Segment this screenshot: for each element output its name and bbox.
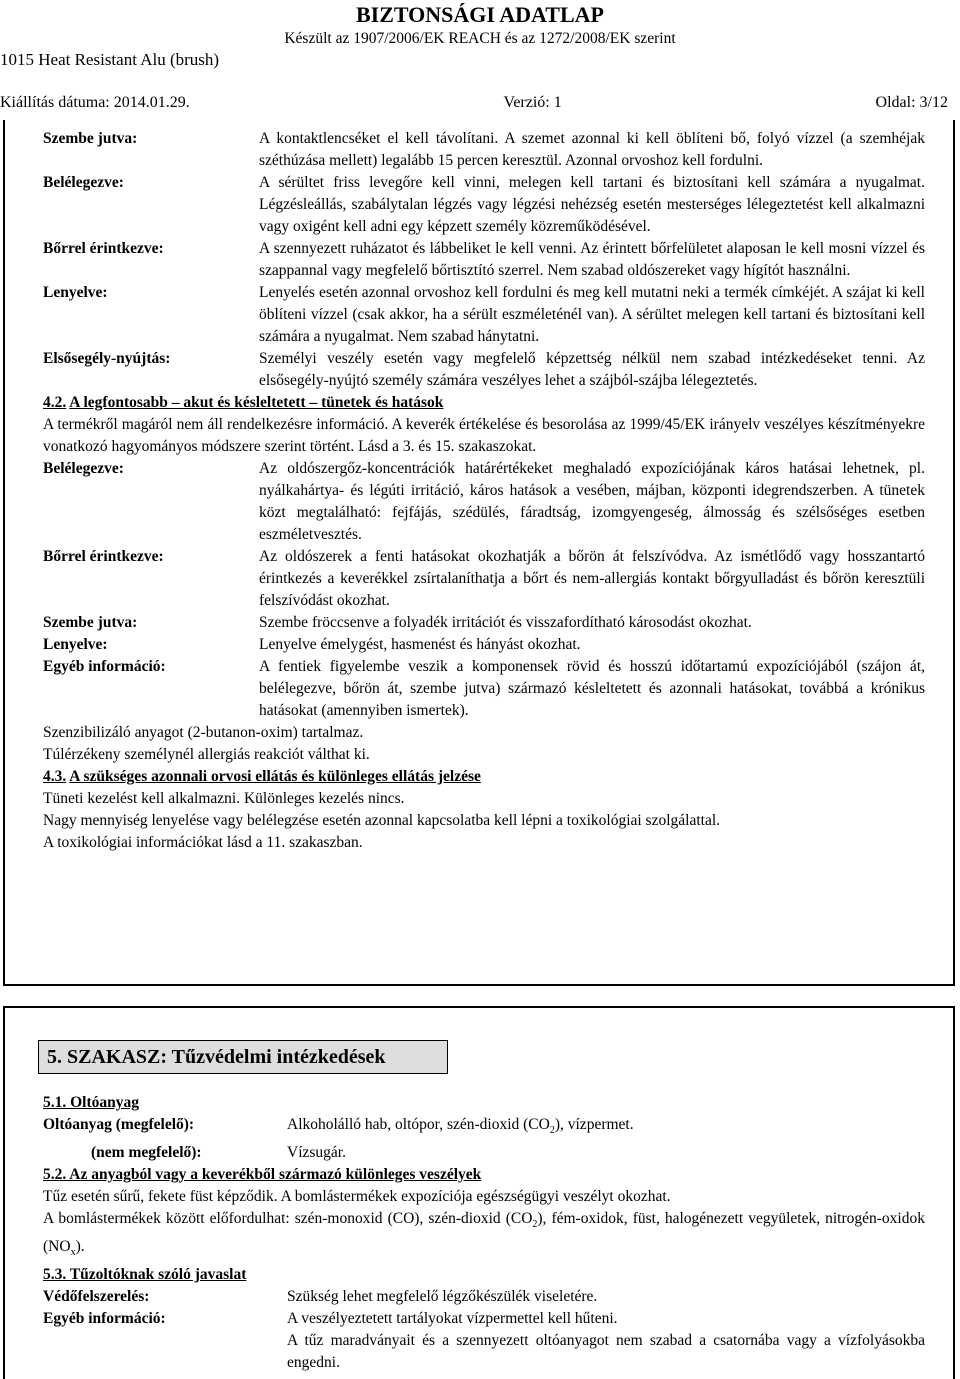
section-title: 5.1. Oltóanyag xyxy=(43,1094,140,1111)
symptom-label: Lenyelve: xyxy=(43,636,108,653)
first-aid-label: Szembe jutva: xyxy=(43,130,138,147)
product-name: 1015 Heat Resistant Alu (brush) xyxy=(0,50,220,69)
page-header xyxy=(0,0,960,111)
section-4-2-heading xyxy=(43,392,925,414)
first-aid-label: Lenyelve: xyxy=(43,284,108,301)
first-aid-row xyxy=(43,128,925,172)
document-subtitle: Készült az 1907/2006/EK REACH és az 1272/2008/EK szerint xyxy=(284,30,676,47)
first-aid-text: A kontaktlencséket el kell távolítani. A szemet azonnal ki kell öblíteni bő, folyó vízzel (a szemhéjak széthúzása mellett) legalább 15 percen keresztül. Azonnal orvoshoz kell fordulni. xyxy=(259,130,925,169)
decomposition-line: A bomlástermékek között előfordulhat: szén-monoxid (CO), szén-dioxid $(CO_2)$, fém-oxidok, füst, halogénezett vegyületek, nitrogén-oxidok $(NO_x)$. xyxy=(43,1210,925,1259)
symptom-text: Az oldószerek a fenti hatásokat okozhatják a bőrön át felszívódva. Az ismétlődő vagy hosszantartó érintkezés a keverékkel zsírtalaníthatja a bőrt és nem-allergiás kontakt bőrgyulladást és bőrön keresztüli felszívódást okozhat. xyxy=(259,548,925,609)
section-title: A legfontosabb – akut és késleltetett – tünetek és hatások xyxy=(69,394,444,411)
symptom-row xyxy=(43,656,925,722)
symptom-label: Bőrrel érintkezve: xyxy=(43,548,164,565)
first-aid-text: A sérültet friss levegőre kell vinni, melegen kell tartani és biztosítani kell számára a nyugalmat. Légzésleállás, szabálytalan légzés vagy légzési nehézség esetén mesterséges lélegeztetést kell alkalmazni vagy oxigént kell adni egy képzett személy közreműködésével. xyxy=(259,174,925,235)
other-info-label: Egyéb információ: xyxy=(43,1310,166,1328)
symptom-text: Az oldószergőz-koncentrációk határértékeket meghaladó expozíciójának káros hatásai lehetnek, pl. nyálkahártya- és légúti irritáció, káros hatások a vesében, májban, központi idegrendszerben. A tünetek közt megtalálható: fejfájás, szédülés, fáradtság, izomgyengeség, álmosság és szélsőséges esetben eszméletvesztés. xyxy=(259,460,925,543)
first-aid-row xyxy=(43,238,925,282)
header-meta xyxy=(0,94,948,112)
section-5-1-heading xyxy=(43,1092,925,1114)
section-5-title: 5. SZAKASZ: Tűzvédelmi intézkedések xyxy=(47,1046,386,1068)
symptom-text: Szembe fröccsenve a folyadék irritációt és visszafordítható károsodást okozhat. xyxy=(259,614,752,631)
unsuitable-text: Vízsugár. xyxy=(287,1144,346,1162)
first-aid-label: Belélegezve: xyxy=(43,174,124,191)
section-4-2-intro: A termékről magáról nem áll rendelkezésre információ. A keverék értékelése és besorolása az 1999/45/EK irányelv veszélyes készítményekre vonatkozó hagyományos módszere szerint történt. Lásd a 3. és 15. szakaszokat. xyxy=(43,416,925,455)
section-title: A szükséges azonnali orvosi ellátás és különleges ellátás jelzése xyxy=(69,768,481,785)
hazard-line: Tűz esetén sűrű, fekete füst képződik. A bomlástermékek expozíciója egészségügyi veszélyt okozhat. xyxy=(43,1188,671,1206)
symptom-label: Szembe jutva: xyxy=(43,614,138,631)
sensitizer-note: Szenzibilizáló anyagot (2-butanon-oxim) tartalmaz. xyxy=(43,724,364,741)
document-title: BIZTONSÁGI ADATLAP xyxy=(356,2,604,27)
allergy-note: Túlérzékeny személynél allergiás reakciót válthat ki. xyxy=(43,746,370,763)
issue-date: Kiállítás dátuma: 2014.01.29. xyxy=(0,94,190,111)
version: Verzió: 1 xyxy=(503,94,562,111)
section-4-box xyxy=(3,120,955,986)
section-5-2-heading xyxy=(43,1164,925,1186)
page-number: Oldal: 3/12 xyxy=(875,94,948,111)
symptom-text: A fentiek figyelembe veszik a komponensek rövid és hosszú időtartamú expozíciójából (szájon át, belélegezve, bőrön át, szembe jutva) származó késleltetett és azonnali hatásokat, továbbá a krónikus hatásokat (amennyiben ismertek). xyxy=(259,658,925,719)
extinguishing-row xyxy=(43,1114,925,1142)
first-aid-text: A szennyezett ruházatot és lábbeliket le kell venni. Az érintett bőrfelületet alaposan le kell mosni vízzel és szappannal vagy megfelelő bőrtisztító szerrel. Nem szabad oldószereket vagy hígítót használni. xyxy=(259,240,925,279)
section-number: 4.3. xyxy=(43,768,67,785)
section-5-3-heading xyxy=(43,1264,925,1286)
section-5-box xyxy=(3,1006,955,1379)
other-info-text: A veszélyeztetett tartályokat vízpermettel kell hűteni. A tűz maradványait és a szennyezett oltóanyagot nem szabad a csatornába vagy a vízfolyásokba engedni. xyxy=(287,1310,925,1372)
section-title: 5.2. Az anyagból vagy a keverékből származó különleges veszélyek xyxy=(43,1166,482,1184)
ppe-label: Védőfelszerelés: xyxy=(43,1288,150,1306)
section-number: 4.2. xyxy=(43,394,67,411)
first-aid-row xyxy=(43,172,925,238)
medical-line: Nagy mennyiség lenyelése vagy belélegzése esetén azonnal kapcsolatba kell lépni a toxikológiai szolgálattal. xyxy=(43,812,721,829)
medical-line: Tüneti kezelést kell alkalmazni. Különleges kezelés nincs. xyxy=(43,790,405,807)
section-5-banner xyxy=(38,1040,448,1074)
section-title: 5.3. Tűzoltóknak szóló javaslat xyxy=(43,1266,247,1284)
symptom-row xyxy=(43,546,925,612)
first-aid-label: Bőrrel érintkezve: xyxy=(43,240,164,257)
other-info-row xyxy=(43,1308,925,1374)
symptom-row xyxy=(43,612,925,634)
first-aid-text: Lenyelés esetén azonnal orvoshoz kell fordulni és meg kell mutatni neki a termék címkéjét. A szájat ki kell öblíteni vízzel (csak akkor, ha a sérült eszméleténél van). A sérültet melegen kell tartani és biztosítani kell számára a nyugalmat. Nem szabad hánytatni. xyxy=(259,284,925,345)
symptom-label: Egyéb információ: xyxy=(43,658,166,675)
first-aid-row xyxy=(43,282,925,348)
ppe-text: Szükség lehet megfelelő légzőkészülék viseletére. xyxy=(287,1288,598,1306)
medical-line: A toxikológiai információkat lásd a 11. szakaszban. xyxy=(43,834,363,851)
first-aid-row xyxy=(43,348,925,392)
symptom-row xyxy=(43,458,925,546)
first-aid-text: Személyi veszély esetén vagy megfelelő képzettség nélkül nem szabad intézkedéseket tenni. Az elsősegély-nyújtó személy számára veszélyes lehet a szájból-szájba lélegeztetés. xyxy=(259,350,925,389)
symptom-label: Belélegezve: xyxy=(43,460,124,477)
symptom-text: Lenyelve émelygést, hasmenést és hányást okozhat. xyxy=(259,636,581,653)
unsuitable-row xyxy=(43,1142,925,1164)
suitable-label: Oltóanyag (megfelelő): xyxy=(43,1116,195,1133)
first-aid-label: Elsősegély-nyújtás: xyxy=(43,350,171,367)
suitable-text: Alkoholálló hab, oltópor, szén-dioxid $(CO_2)$, vízpermet. xyxy=(287,1116,634,1137)
symptom-row xyxy=(43,634,925,656)
ppe-row xyxy=(43,1286,925,1308)
unsuitable-label: (nem megfelelő): xyxy=(91,1144,202,1162)
section-4-3-heading xyxy=(43,766,925,788)
